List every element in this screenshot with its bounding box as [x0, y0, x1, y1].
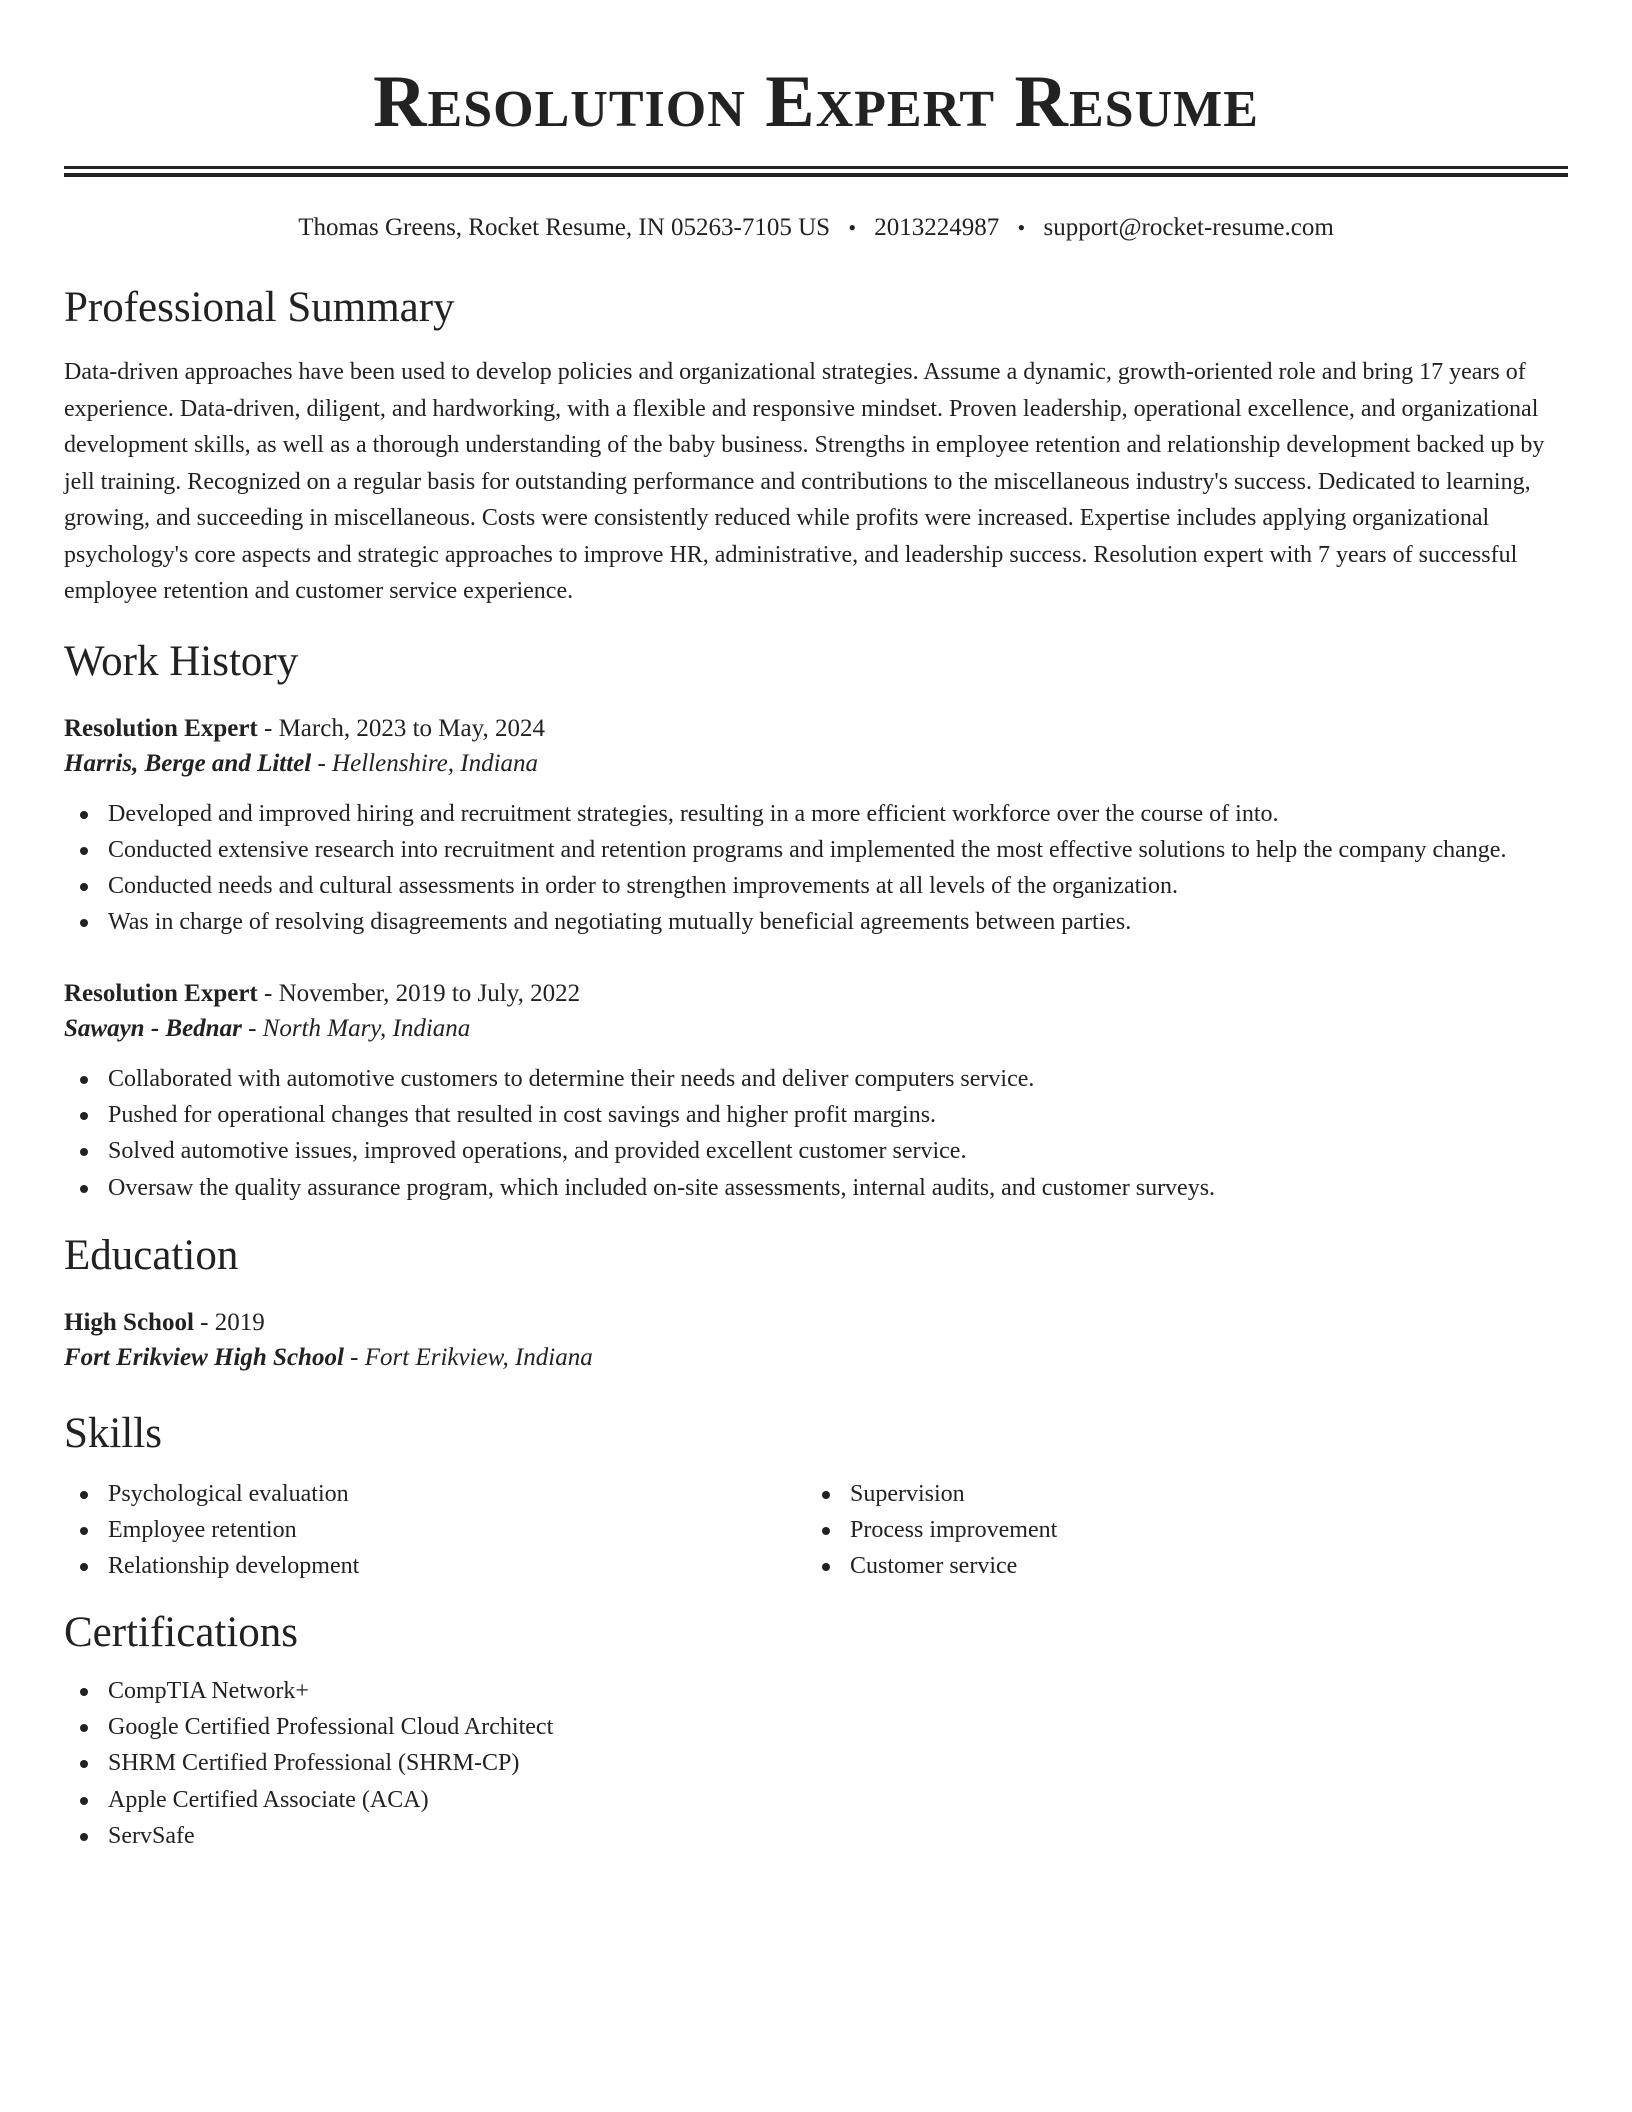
- job-dates: - November, 2019 to July, 2022: [257, 979, 581, 1007]
- certification-item: ServSafe: [64, 1818, 1568, 1854]
- skill-item: Employee retention: [64, 1512, 806, 1548]
- skill-item: Supervision: [806, 1476, 1548, 1512]
- certifications-heading: Certifications: [64, 1608, 299, 1656]
- education-school: Fort Erikview High School: [64, 1343, 344, 1371]
- contact-separator: •: [1017, 215, 1026, 240]
- job-title: Resolution Expert: [64, 979, 258, 1007]
- contact-email: support@rocket-resume.com: [1043, 214, 1334, 241]
- job-bullets: [64, 1061, 1568, 1206]
- job-company: Sawayn - Bednar: [64, 1014, 242, 1042]
- work-history-heading: Work History: [64, 637, 299, 685]
- job-bullet: Solved automotive issues, improved operations, and provided excellent customer service.: [64, 1133, 1568, 1169]
- job-company-line: [64, 746, 1568, 782]
- certifications-list: [64, 1673, 1568, 1854]
- contact-line: [64, 213, 1568, 243]
- job-location: - Hellenshire, Indiana: [311, 749, 539, 777]
- job-title: Resolution Expert: [64, 714, 258, 742]
- education-location: - Fort Erikview, Indiana: [343, 1343, 593, 1371]
- summary-heading: Professional Summary: [64, 284, 455, 331]
- education-degree-line: [64, 1306, 1568, 1340]
- job-bullet: Oversaw the quality assurance program, which included on-site assessments, internal audits, and customer surveys.: [64, 1170, 1568, 1206]
- job-bullet: Collaborated with automotive customers to determine their needs and deliver computers service.: [64, 1061, 1568, 1097]
- contact-phone: 2013224987: [874, 214, 1000, 241]
- skills-column-left: [64, 1476, 806, 1585]
- job-bullets: [64, 796, 1568, 941]
- job-company: Harris, Berge and Littel: [64, 749, 312, 777]
- skill-item: Customer service: [806, 1548, 1548, 1584]
- education-year: - 2019: [193, 1308, 265, 1336]
- job-role-line: [64, 712, 1568, 746]
- contact-address: Thomas Greens, Rocket Resume, IN 05263-7105 US: [298, 214, 831, 241]
- certification-item: Apple Certified Associate (ACA): [64, 1782, 1568, 1818]
- skills-heading: Skills: [64, 1409, 162, 1457]
- job-entry: [64, 977, 1568, 1206]
- summary-text: Data-driven approaches have been used to develop policies and organizational strategies. Assume a dynamic, growth-oriented role and bring 17 years of experience. Data-driven, diligent, and hardworking, with a flexible and responsive mindset. Proven leadership, operational excellence, and organizational development skills, as well as a thorough understanding of the baby business. Strengths in employee retention and relationship development backed up by jell training. Recognized on a regular basis for outstanding performance and contributions to the miscellaneous industry's success. Dedicated to learning, growing, and succeeding in miscellaneous. Costs were consistently reduced while profits were increased. Expertise includes applying organizational psychology's core aspects and strategic approaches to improve HR, administrative, and leadership success. Resolution expert with 7 years of successful employee retention and customer service experience.: [64, 359, 1545, 604]
- education-entry: [64, 1306, 1568, 1376]
- job-bullet: Developed and improved hiring and recruitment strategies, resulting in a more efficient workforce over the course of into.: [64, 796, 1568, 832]
- education-heading: Education: [64, 1231, 239, 1279]
- skills-grid: [64, 1476, 1568, 1585]
- certification-item: Google Certified Professional Cloud Architect: [64, 1709, 1568, 1745]
- certification-item: CompTIA Network+: [64, 1673, 1568, 1709]
- job-location: - North Mary, Indiana: [241, 1014, 471, 1042]
- resume-title: Resolution Expert Resume: [373, 61, 1259, 143]
- certification-item: SHRM Certified Professional (SHRM-CP): [64, 1745, 1568, 1781]
- education-degree: High School: [64, 1308, 194, 1336]
- education-school-line: [64, 1340, 1568, 1376]
- job-role-line: [64, 977, 1568, 1011]
- skill-item: Psychological evaluation: [64, 1476, 806, 1512]
- job-bullet: Conducted needs and cultural assessments in order to strengthen improvements at all levels of the organization.: [64, 868, 1568, 904]
- resume-page: [64, 0, 1568, 1854]
- skill-item: Process improvement: [806, 1512, 1548, 1548]
- contact-separator: •: [848, 215, 857, 240]
- job-bullet: Was in charge of resolving disagreements and negotiating mutually beneficial agreements between parties.: [64, 904, 1568, 940]
- job-bullet: Conducted extensive research into recruitment and retention programs and implemented the most effective solutions to help the company change.: [64, 832, 1568, 868]
- job-bullet: Pushed for operational changes that resulted in cost savings and higher profit margins.: [64, 1097, 1568, 1133]
- skills-column-right: [806, 1476, 1548, 1585]
- title-divider: [64, 166, 1568, 177]
- job-company-line: [64, 1011, 1568, 1047]
- job-dates: - March, 2023 to May, 2024: [257, 714, 545, 742]
- job-entry: [64, 712, 1568, 941]
- skill-item: Relationship development: [64, 1548, 806, 1584]
